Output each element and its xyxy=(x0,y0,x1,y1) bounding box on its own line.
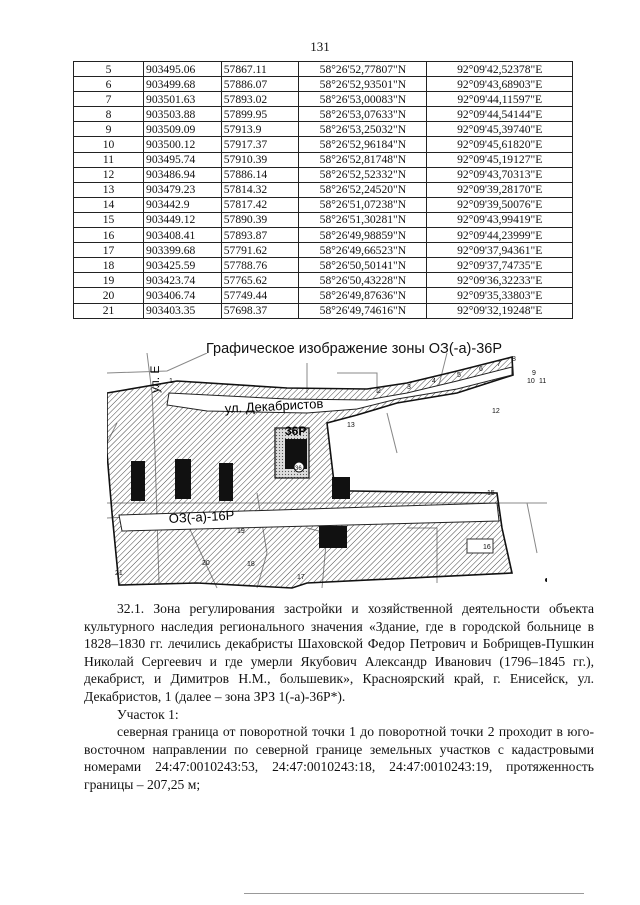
table-row xyxy=(74,243,573,258)
x-coordinate: 903501.63 xyxy=(144,92,222,107)
y-coordinate: 57886.14 xyxy=(221,167,299,182)
map-point-label: 5 xyxy=(457,372,461,379)
y-coordinate: 57910.39 xyxy=(221,152,299,167)
x-coordinate: 903509.09 xyxy=(144,122,222,137)
y-coordinate: 57917.37 xyxy=(221,137,299,152)
map-point-label: 7 xyxy=(497,361,501,368)
latitude: 58°26'53,07633"N xyxy=(299,107,427,122)
table-row xyxy=(74,228,573,243)
x-coordinate: 903406.74 xyxy=(144,288,222,303)
paragraph-zone-description: 32.1. Зона регулирования застройки и хозяйственной деятельности объекта культурного наследия регионального значения «Здание, где в городской больнице в 1828–1830 гг. лечились декабристы Шаховской Федор Петрович и Бобрищев-Пушкин Николай Сергеевич и где умерли Якубович Александр Иванович (1796–1845 гг.), декабрист, и Димитров Н.М., большевик», Красноярский край, г. Енисейск, ул. Декабристов, 1 (далее – зона ЗРЗ 1(-а)-36Р*). xyxy=(84,601,594,704)
map-point-label: 13 xyxy=(347,422,355,429)
table-row xyxy=(74,273,573,288)
map-point-label: 12 xyxy=(492,408,500,415)
table-row xyxy=(74,137,573,152)
x-coordinate: 903423.74 xyxy=(144,273,222,288)
object-marker: 36 xyxy=(295,466,302,472)
map-point-label: 3 xyxy=(407,384,411,391)
y-coordinate: 57814.32 xyxy=(221,182,299,197)
longitude: 92°09'36,32233"E xyxy=(427,273,573,288)
longitude: 92°09'43,68903"E xyxy=(427,77,573,92)
latitude: 58°26'49,74616"N xyxy=(299,303,427,318)
zone-polygon xyxy=(107,357,513,588)
map-point-label: 4 xyxy=(432,378,436,385)
y-coordinate: 57791.62 xyxy=(221,243,299,258)
page-number: 131 xyxy=(310,39,330,54)
x-coordinate: 903495.06 xyxy=(144,62,222,77)
map-point-label: 8 xyxy=(512,356,516,363)
y-coordinate: 57817.42 xyxy=(221,197,299,212)
latitude: 58°26'49,66523"N xyxy=(299,243,427,258)
paragraph-section-title: Участок 1: xyxy=(117,706,179,722)
zone-label: ОЗ(-а)-16Р xyxy=(168,507,235,526)
latitude: 58°26'52,96184"N xyxy=(299,137,427,152)
zone-map xyxy=(107,353,547,593)
point-number: 6 xyxy=(74,77,144,92)
map-title: Графическое изображение зоны ОЗ(-а)-36Р xyxy=(206,341,502,357)
longitude: 92°09'39,50076"E xyxy=(427,197,573,212)
latitude: 58°26'50,43228"N xyxy=(299,273,427,288)
y-coordinate: 57698.37 xyxy=(221,303,299,318)
point-number: 10 xyxy=(74,137,144,152)
street-label: ул. Декабристов xyxy=(224,395,324,416)
point-number: 8 xyxy=(74,107,144,122)
map-point-label: 9 xyxy=(532,370,536,377)
map-point-label: 10 xyxy=(527,378,535,385)
table-row xyxy=(74,167,573,182)
latitude: 58°26'49,87636"N xyxy=(299,288,427,303)
point-number: 11 xyxy=(74,152,144,167)
longitude: 92°09'42,52378"E xyxy=(427,62,573,77)
point-number: 7 xyxy=(74,92,144,107)
table-row xyxy=(74,77,573,92)
latitude: 58°26'51,07238"N xyxy=(299,197,427,212)
map-point-label: 15 xyxy=(487,490,495,497)
longitude: 92°09'43,99419"E xyxy=(427,212,573,227)
y-coordinate: 57788.76 xyxy=(221,258,299,273)
x-coordinate: 903408.41 xyxy=(144,228,222,243)
latitude: 58°26'53,25032"N xyxy=(299,122,427,137)
point-number: 13 xyxy=(74,182,144,197)
table-row xyxy=(74,212,573,227)
x-coordinate: 903499.68 xyxy=(144,77,222,92)
y-coordinate: 57886.07 xyxy=(221,77,299,92)
longitude: 92°09'45,19127"E xyxy=(427,152,573,167)
x-coordinate: 903479.23 xyxy=(144,182,222,197)
bottom-rule xyxy=(244,893,584,894)
point-number: 12 xyxy=(74,167,144,182)
y-coordinate: 57890.39 xyxy=(221,212,299,227)
table-row xyxy=(74,107,573,122)
point-number: 15 xyxy=(74,212,144,227)
longitude: 92°09'44,54144"E xyxy=(427,107,573,122)
x-coordinate: 903403.35 xyxy=(144,303,222,318)
table-row xyxy=(74,197,573,212)
table-row xyxy=(74,122,573,137)
y-coordinate: 57867.11 xyxy=(221,62,299,77)
x-coordinate: 903500.12 xyxy=(144,137,222,152)
latitude: 58°26'52,93501"N xyxy=(299,77,427,92)
point-number: 21 xyxy=(74,303,144,318)
y-coordinate: 57749.44 xyxy=(221,288,299,303)
x-coordinate: 903503.88 xyxy=(144,107,222,122)
map-point-label: 19 xyxy=(237,528,245,535)
longitude: 92°09'32,19248"E xyxy=(427,303,573,318)
latitude: 58°26'50,50141"N xyxy=(299,258,427,273)
longitude: 92°09'45,39740"E xyxy=(427,122,573,137)
body-text xyxy=(84,600,594,794)
map-point-label: 1 xyxy=(169,378,173,385)
latitude: 58°26'51,30281"N xyxy=(299,212,427,227)
latitude: 58°26'52,77807"N xyxy=(299,62,427,77)
y-coordinate: 57899.95 xyxy=(221,107,299,122)
table-row xyxy=(74,152,573,167)
longitude: 92°09'44,23999"E xyxy=(427,228,573,243)
y-coordinate: 57893.87 xyxy=(221,228,299,243)
table-row xyxy=(74,288,573,303)
latitude: 58°26'52,52332"N xyxy=(299,167,427,182)
point-number: 19 xyxy=(74,273,144,288)
table-row xyxy=(74,92,573,107)
table-row xyxy=(74,258,573,273)
y-coordinate: 57913.9 xyxy=(221,122,299,137)
point-number: 16 xyxy=(74,228,144,243)
x-coordinate: 903486.94 xyxy=(144,167,222,182)
x-coordinate: 903449.12 xyxy=(144,212,222,227)
longitude: 92°09'45,61820"E xyxy=(427,137,573,152)
object-label: 36Р xyxy=(285,424,307,438)
street-label-vertical: ул. Е xyxy=(148,365,162,393)
longitude: 92°09'39,28170"E xyxy=(427,182,573,197)
x-coordinate: 903495.74 xyxy=(144,152,222,167)
latitude: 58°26'53,00083"N xyxy=(299,92,427,107)
point-number: 20 xyxy=(74,288,144,303)
point-number: 18 xyxy=(74,258,144,273)
point-number: 17 xyxy=(74,243,144,258)
x-coordinate: 903425.59 xyxy=(144,258,222,273)
point-number: 14 xyxy=(74,197,144,212)
longitude: 92°09'37,94361"E xyxy=(427,243,573,258)
latitude: 58°26'52,81748"N xyxy=(299,152,427,167)
table-row xyxy=(74,182,573,197)
x-coordinate: 903399.68 xyxy=(144,243,222,258)
longitude: 92°09'44,11597"E xyxy=(427,92,573,107)
point-number: 5 xyxy=(74,62,144,77)
longitude: 92°09'43,70313"E xyxy=(427,167,573,182)
point-number: 9 xyxy=(74,122,144,137)
map-point-label: 11 xyxy=(539,378,547,385)
longitude: 92°09'35,33803"E xyxy=(427,288,573,303)
table-row xyxy=(74,303,573,318)
latitude: 58°26'52,24520"N xyxy=(299,182,427,197)
map-point-label: 16 xyxy=(483,544,491,551)
map-point-label: 2 xyxy=(377,388,381,395)
y-coordinate: 57893.02 xyxy=(221,92,299,107)
map-point-label: 6 xyxy=(479,366,483,373)
map-point-label: 17 xyxy=(297,574,305,581)
map-point-label: 21 xyxy=(115,570,123,577)
coordinates-table xyxy=(73,61,573,319)
paragraph-north-boundary: северная граница от поворотной точки 1 до поворотной точки 2 проходит в юго-восточном направлении по северной границе земельных участков с кадастровыми номерами 24:47:0010243:53, 24:47:0010243:18, 24:47:0010243:19, протяженность границы – 207,25 м; xyxy=(84,724,594,792)
y-coordinate: 57765.62 xyxy=(221,273,299,288)
longitude: 92°09'37,74735"E xyxy=(427,258,573,273)
latitude: 58°26'49,98859"N xyxy=(299,228,427,243)
map-point-label: 20 xyxy=(202,560,210,567)
map-point-label: 18 xyxy=(247,561,255,568)
table-row xyxy=(74,62,573,77)
x-coordinate: 903442.9 xyxy=(144,197,222,212)
